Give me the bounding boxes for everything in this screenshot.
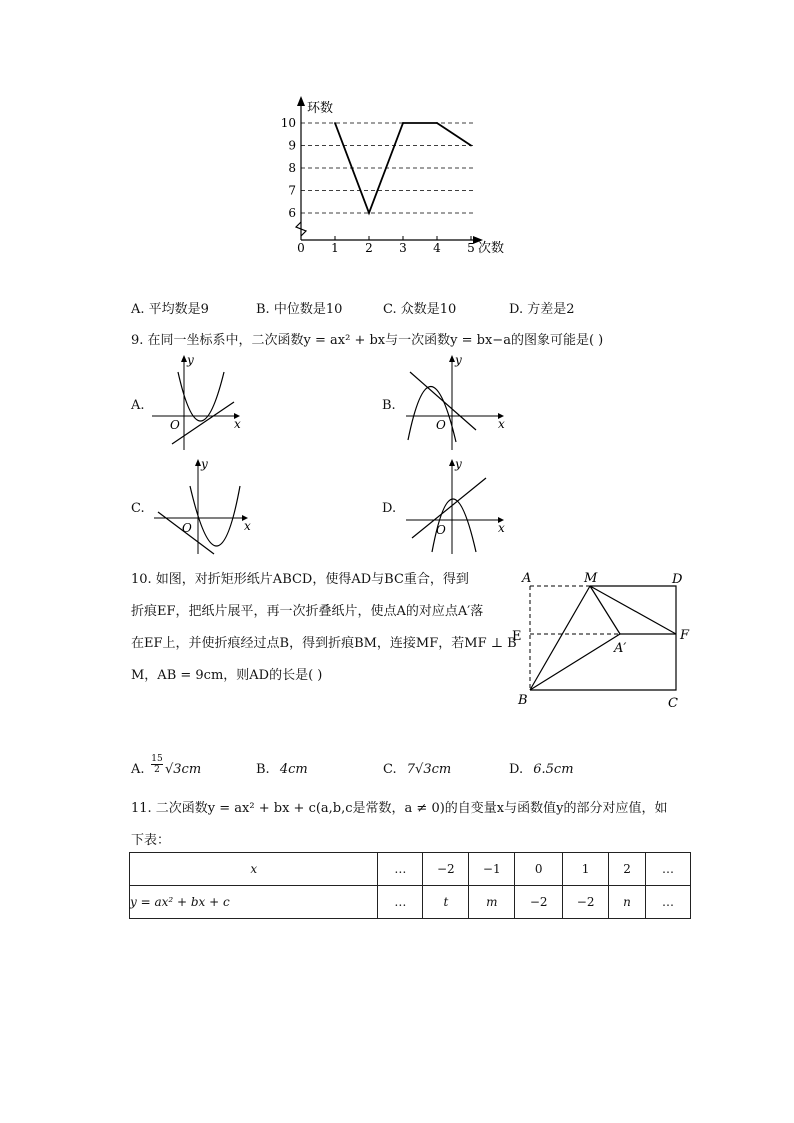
data-point [334, 122, 336, 124]
table-row-y [130, 886, 691, 919]
table-cell: … [646, 886, 691, 919]
q9-graph-c [148, 456, 258, 556]
option-value: 7√3cm [406, 762, 452, 777]
point-e-label: E [512, 629, 522, 644]
y-tick-label: 7 [288, 183, 296, 198]
option-value: 4cm [279, 762, 308, 777]
q10-option-c [383, 762, 451, 777]
table-cell: m [469, 886, 515, 919]
table-cell: −1 [469, 853, 515, 886]
y-axis-label: 环数 [307, 101, 334, 116]
axis-y-label: y [455, 457, 462, 471]
q9-graph-a [148, 352, 248, 452]
q8-option-a: A. 平均数是9 [131, 302, 209, 317]
q10-line-4: M，AB = 9cm，则AD的长是( ) [131, 668, 323, 683]
q11-line-1: 11. 二次函数y = ax² + bx + c(a,b,c是常数，a ≠ 0)的自变量x与函数值y的部分对应值，如 [131, 801, 668, 816]
y-axis-arrow [297, 96, 305, 106]
data-point [368, 212, 370, 214]
option-letter: A. [131, 762, 145, 777]
origin-label: O [436, 523, 446, 537]
q10-option-d [509, 762, 574, 777]
q10-line-1: 10. 如图，对折矩形纸片ABCD，使得AD与BC重合，得到 [131, 572, 469, 587]
y-tick-label: 6 [288, 206, 296, 220]
table-cell: −2 [515, 886, 563, 919]
q10-line-2: 折痕EF，把纸片展平，再一次折叠纸片，使点A的对应点A′落 [131, 604, 484, 619]
point-a-prime-label: A′ [614, 641, 627, 656]
q8-line-chart [270, 90, 520, 265]
origin-label: O [436, 418, 446, 432]
data-point [402, 122, 404, 124]
table-cell: x [130, 853, 378, 886]
fraction-numerator: 15 [151, 754, 163, 764]
table-cell: 0 [515, 853, 563, 886]
axis-y-label: y [455, 353, 462, 367]
y-tick-label: 8 [288, 161, 296, 175]
axis-x-label: x [244, 519, 251, 533]
q9-label-a: A. [131, 398, 145, 413]
table-cell: 1 [563, 853, 609, 886]
x-tick-label: 5 [467, 241, 475, 255]
q8-option-d: D. 方差是2 [509, 302, 575, 317]
fraction-denominator: 2 [154, 765, 160, 775]
parabola [408, 386, 456, 442]
table-cell: … [378, 853, 423, 886]
table-cell: −2 [563, 886, 609, 919]
option-value: 6.5cm [533, 762, 574, 777]
q9-label-d: D. [382, 501, 397, 516]
q10-option-b [256, 762, 308, 777]
point-m-label: M [584, 571, 598, 586]
point-a-label: A [522, 571, 532, 586]
q11-line-2: 下表： [131, 833, 171, 848]
origin-label: O [170, 418, 180, 432]
origin-label: O [182, 521, 192, 535]
axis-x-label: x [234, 417, 241, 431]
table-cell: t [423, 886, 469, 919]
x-tick-label: 4 [433, 241, 441, 255]
x-tick-label: 1 [331, 241, 339, 255]
table-cell: y = ax² + bx + c [130, 886, 378, 919]
q8-option-c: C. 众数是10 [383, 302, 457, 317]
axis-x-label: x [498, 521, 505, 535]
fraction [151, 754, 163, 775]
x-tick-label: 2 [365, 241, 373, 255]
option-letter: C. [383, 762, 397, 777]
table-cell: … [378, 886, 423, 919]
x-tick-label: 3 [399, 241, 407, 255]
data-point [470, 145, 472, 147]
y-tick-label: 10 [280, 116, 296, 130]
line [412, 478, 486, 538]
point-c-label: C [668, 696, 678, 711]
point-b-label: B [518, 693, 528, 708]
q9-graph-d [400, 456, 510, 556]
axis-y-label: y [187, 353, 194, 367]
point-d-label: D [672, 572, 683, 587]
q8-option-b: B. 中位数是10 [256, 302, 343, 317]
data-point [436, 122, 438, 124]
table-cell: 2 [609, 853, 646, 886]
q10-line-3: 在EF上，并使折痕经过点B，得到折痕BM，连接MF，若MF ⊥ B [131, 636, 517, 651]
point-f-label: F [680, 628, 690, 643]
table-cell: −2 [423, 853, 469, 886]
q9-question: 9. 在同一坐标系中，二次函数y = ax² + bx与一次函数y = bx−a的图象可能是( ) [131, 333, 604, 348]
table-cell: … [646, 853, 691, 886]
q11-value-table [129, 852, 691, 919]
table-row-x [130, 853, 691, 886]
table-cell: n [609, 886, 646, 919]
q10-rectangle-figure [506, 566, 702, 712]
x-axis-label: 次数 [478, 241, 505, 256]
axis-x-label: x [498, 417, 505, 431]
x-tick-label: 0 [297, 241, 305, 255]
option-value: √3cm [165, 762, 202, 777]
option-letter: B. [256, 762, 270, 777]
q9-graph-b [400, 352, 510, 452]
y-tick-label: 9 [288, 138, 296, 153]
option-letter: D. [509, 762, 524, 777]
line [172, 402, 234, 444]
q9-label-b: B. [382, 398, 396, 413]
axis-y-label: y [201, 457, 208, 471]
q9-label-c: C. [131, 501, 145, 516]
